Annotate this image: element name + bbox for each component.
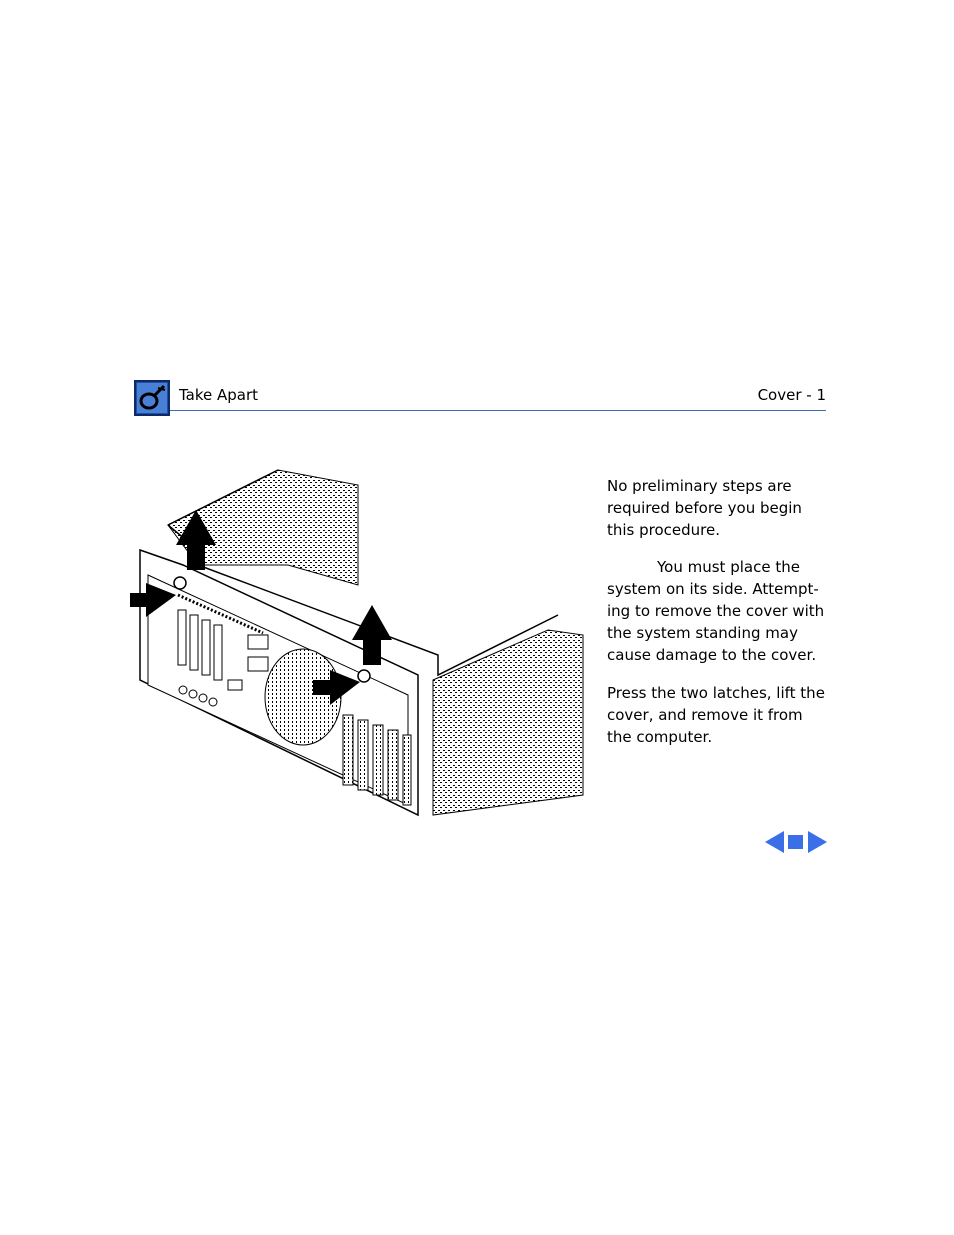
latch-left: [174, 577, 186, 589]
section-title: Take Apart: [179, 386, 259, 404]
page-navigation: [765, 831, 827, 853]
square-stop-icon[interactable]: [788, 835, 803, 849]
paragraph-warning: [607, 556, 832, 666]
triangle-right-icon[interactable]: [808, 831, 827, 853]
paragraph-preliminary: No preliminary steps are required before you begin this procedure.: [607, 477, 802, 539]
page-header: [134, 380, 826, 412]
latch-right: [358, 670, 370, 682]
fan-grille: [265, 649, 341, 745]
cover-side-panel: [433, 630, 583, 815]
computer-cover-removal-illustration: [128, 465, 588, 820]
wrench-screwdriver-icon: [134, 380, 170, 416]
page-label: Cover - 1: [757, 386, 826, 404]
instructions-column: [607, 475, 832, 748]
triangle-left-icon[interactable]: [765, 831, 784, 853]
header-divider: [170, 410, 826, 411]
paragraph-warning-text: You must place the system on its side. Attempt-ing to remove the cover with the system standing may cause damage to the cover.: [607, 558, 825, 664]
paragraph-procedure: Press the two latches, lift the cover, and remove it from the computer.: [607, 684, 825, 746]
